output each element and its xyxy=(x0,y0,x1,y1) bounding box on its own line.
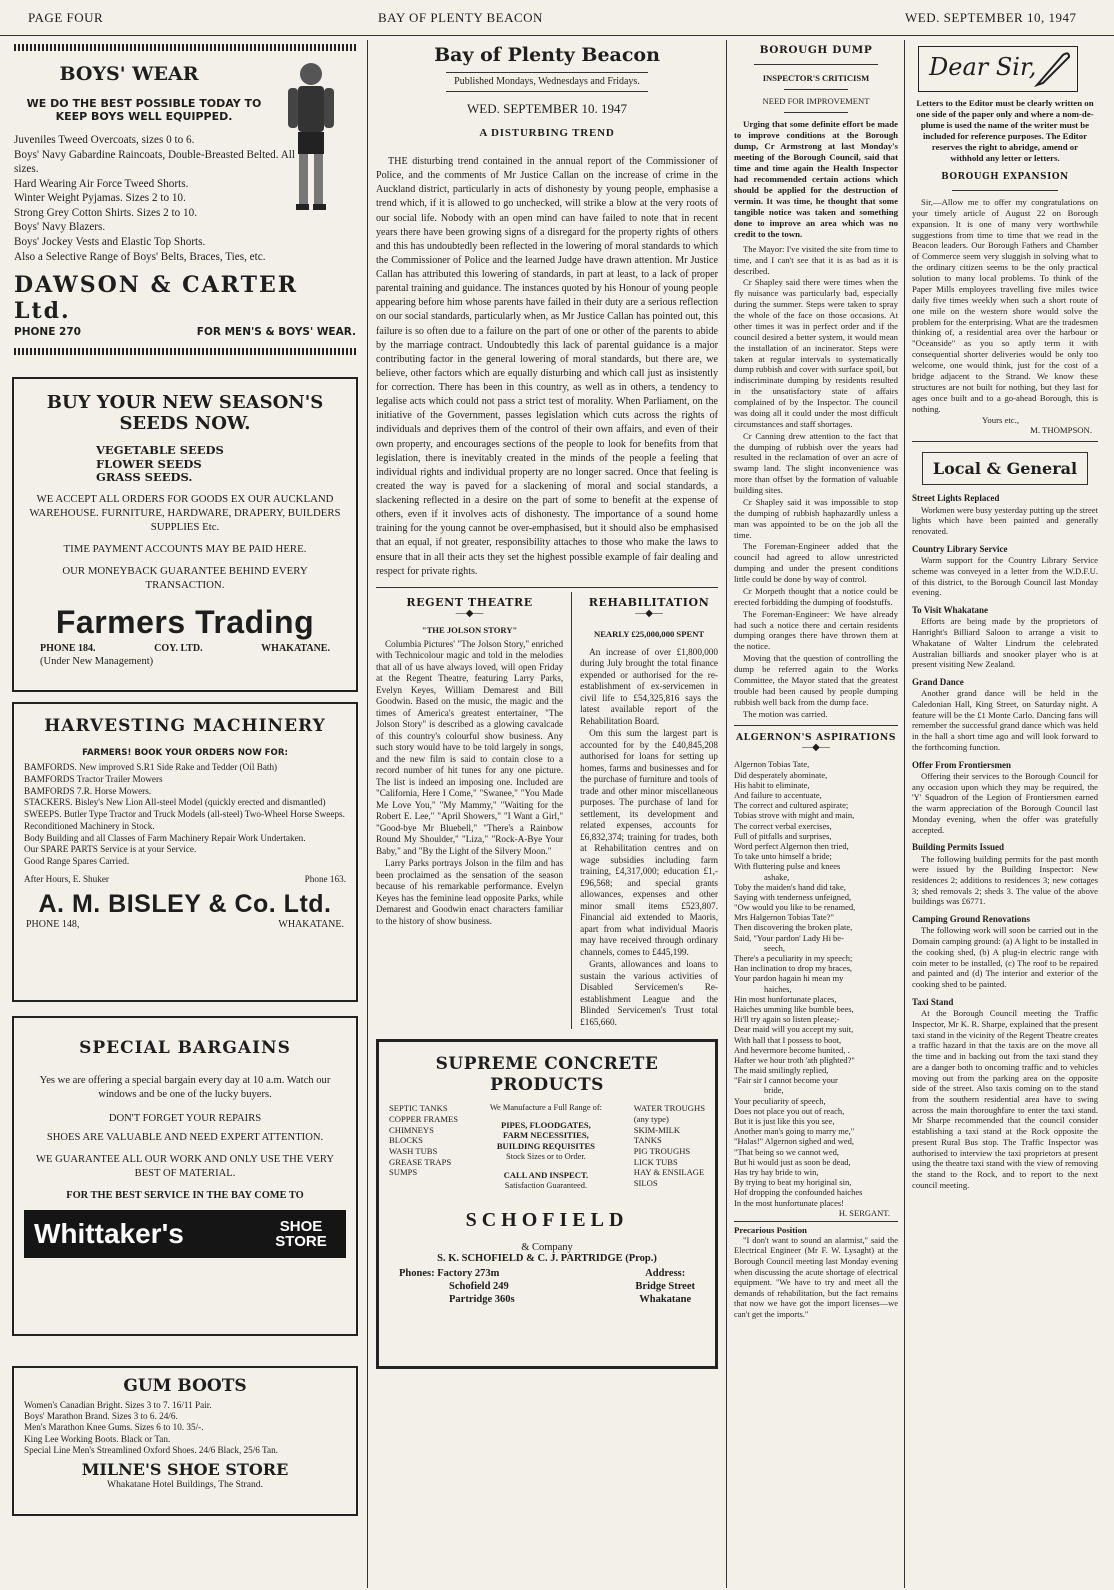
harvest-line: STACKERS. Bisley's New Lion All-steel Model (quickly erected and dismantled) xyxy=(24,797,326,808)
verse-line: His habit to eliminate, xyxy=(734,779,810,790)
masthead-pub: Published Mondays, Wednesdays and Fridays. xyxy=(454,76,640,87)
local-item-text: Offering their services to the Borough Council for any occasion upon which they may be required, the 'Y' Squadron of the Legion of Frontiersmen earned the warm appreciation of the Borough Council last Monday evening, when the offer was gratefully accepted. xyxy=(912,770,1098,835)
rehab-sub: NEARLY £25,000,000 SPENT xyxy=(593,628,705,639)
dump-paragraph: The Mayor: I've visited the site from time to time, and I can't see that it is as bad as it is described. xyxy=(734,243,898,276)
ads-column xyxy=(12,40,358,1585)
concrete-item: SEPTIC TANKS xyxy=(389,1103,448,1114)
milnes-ad xyxy=(12,1366,358,1516)
schofield-phone-3: Partridge 360s xyxy=(449,1293,515,1305)
boys-wear-item: Also a Selective Range of Boys' Belts, Braces, Ties, etc. xyxy=(14,250,266,263)
dump-lead xyxy=(734,119,898,240)
seed-kinds xyxy=(24,444,346,484)
boys-wear-item: Boys' Navy Gabardine Raincoats, Double-Breasted Belted. All sizes. xyxy=(14,148,296,176)
verse-line: Tobias strove with might and main, xyxy=(734,810,855,821)
precarious-body xyxy=(734,1235,898,1320)
bargains-repairs: DON'T FORGET YOUR REPAIRS xyxy=(108,1112,262,1124)
verse-line: In the most hunfortunate places! xyxy=(734,1197,844,1208)
rehab-paragraph: An increase of over £1,800,000 during July brought the total finance expended or authorised for the re-establishment of ex-servicemen in civil life to £54,325,816 says the latest available report of the Rehabilitation Board. xyxy=(580,646,718,726)
milnes-firm: MILNE'S SHOE STORE xyxy=(81,1460,289,1480)
letter-author: M. THOMPSON. xyxy=(1030,425,1092,436)
dump-paragraph: The Foreman-Engineer: We have already had such a notice there and certain residents dumping oranges there have thrown them at the notice. xyxy=(734,608,898,652)
decorative-border xyxy=(14,44,356,51)
boys-wear-tagline: WE DO THE BEST POSSIBLE TODAY TO KEEP BOYS WELL EQUIPPED. xyxy=(26,97,262,123)
harvest-line: Good Range Spares Carried. xyxy=(24,856,130,867)
local-item-heading: Taxi Stand xyxy=(912,996,954,1007)
rehab-paragraph: Om this sum the largest part is accounted for by the £40,845,208 authorised for loans for setting up homes, farms and businesses and for the purchase of furniture and tools of trade and other minor miscellaneous purposes. The purchase of land for settlement, its development and related expenses, accounts for £6,832,374; training for trades, both at Rehabilitation centres and on wage subsidies including farm training, £4,317,000; education £1,-£96,568; and special grants allowances, expenses and other minor small items £523,807. Financial aid extended to Maoris, apart from what individual Maoris may have received through ordinary channels, comes to £445,199. xyxy=(580,728,718,957)
farmers-town: WHAKATANE. xyxy=(261,643,330,655)
verse-line: The maid smilingly replied, xyxy=(734,1065,829,1076)
rehab-paragraph: Grants, allowances and loans to sustain the various activities of Disabled Servicemen's Re-establishment League and the Blinded Servicemen's Trust total £165,660. xyxy=(580,959,718,1027)
letters-column xyxy=(912,40,1098,1585)
verse-line: Hin most hunfortunate places, xyxy=(734,993,837,1004)
verse-line: Said, "Your pardon' Lady Hi be- xyxy=(734,932,844,943)
dump-paragraph: Cr Canning drew attention to the fact that the dumping of rubbish over the years had resulted in the reclamation of over an acre of swamp land. The slight inconvenience was more than offset by the formation of valuable building sites. xyxy=(734,430,898,496)
boys-wear-item: Boys' Jockey Vests and Elastic Top Shorts. xyxy=(14,235,206,248)
harvest-lines xyxy=(24,762,346,868)
precarious-title: Precarious Position xyxy=(734,1224,807,1235)
dear-sir-logo xyxy=(918,46,1078,92)
harvest-line: BAMFORDS Tractor Trailer Mowers xyxy=(24,773,163,784)
concrete-ad xyxy=(376,1039,718,1369)
dear-sir-text: Dear Sir, xyxy=(929,53,1037,81)
verse-line: Hafter we hour troth 'ath plighted?" xyxy=(734,1054,855,1065)
bisley-firm: A. M. BISLEY & Co. Ltd. xyxy=(38,889,332,918)
bargains-offer: Yes we are offering a special bargain every day at 10 a.m. Watch our windows and be one of the lucky buyers. xyxy=(39,1075,331,1100)
verse-line: Then discovering the broken plate, xyxy=(734,922,853,933)
dawson-carter-slogan: FOR MEN'S & BOYS' WEAR. xyxy=(196,326,356,339)
regent-article xyxy=(376,592,563,1030)
verse-line: Another man's going to marry me," xyxy=(734,1126,855,1137)
local-item-text: Workmen were busy yesterday putting up the street lights which have been painted and generally renovated. xyxy=(912,504,1098,537)
local-item-text: Warm support for the Country Library Service scheme was conveyed in a letter from the W.D.F.U. of this district, to the Borough Council last Monday evening. xyxy=(912,555,1098,598)
schofield-phone-factory: Phones: Factory 273m xyxy=(399,1268,500,1280)
verse-line: seech, xyxy=(764,942,786,953)
boys-wear-ad xyxy=(12,44,358,357)
verse-line: Your peculiarity of speech, xyxy=(734,1095,826,1106)
concrete-item: LICK TUBS xyxy=(633,1156,678,1167)
dump-paragraph: Cr Morpeth thought that a notice could be erected forbidding the dumping of foodstuffs. xyxy=(734,585,898,607)
boys-wear-item: Winter Weight Pyjamas. Sizes 2 to 10. xyxy=(14,192,186,205)
letter-title: BOROUGH EXPANSION xyxy=(941,171,1069,182)
whittakers-ad xyxy=(12,1016,358,1336)
verse-line: ashake, xyxy=(764,871,790,882)
bisley-town: WHAKATANE. xyxy=(278,918,344,930)
local-item-text: Efforts are being made by the proprietors of Hanright's Billiard Saloon to arrange a visit to Whakatane of Walter Lindrum the celebrated Australian billiards and snooker player who is at present visiting New Zealand. xyxy=(912,616,1098,670)
gum-item: Special Line Men's Streamlined Oxford Shoes. 24/6 Black, 25/6 Tan. xyxy=(24,1444,278,1455)
local-item-heading: Grand Dance xyxy=(912,676,964,687)
milnes-address: Whakatane Hotel Buildings, The Strand. xyxy=(107,1479,263,1491)
verse-line: "Ow would you like to be renamed, xyxy=(734,902,856,913)
verse-line: Hof dropping the confounded haiches xyxy=(734,1187,863,1198)
dump-sub2: NEED FOR IMPROVEMENT xyxy=(762,96,870,106)
local-item-text: At the Borough Council meeting the Traffic Inspector, Mr K. R. Sharpe, explained that the present taxi stand in the vicinity of the Regent Theatre creates a traffic hazard in that the taxis are on the move all the time and in backing out from the taxi stand they are a danger both to oncoming traffic and to vehicles moving out from the parking area on the opposite side of the street. Also taxis coming on to the stand from the southern residential area have to swing across the main thoroughfare to enter the taxi stand. Mr Sharpe recommended that the council consider establishing a taxi stand at the Rock opposite the present Rural Bus stop. The Traffic Inspector was authorised to interview the taxi proprietors at present using the theatre taxi stand with the view of removing the stand to the Rock, and to report to the next council meeting. xyxy=(912,1008,1098,1190)
verse-line: Your pardon hagain hi mean my xyxy=(734,973,844,984)
boys-wear-title: BOYS' WEAR xyxy=(59,63,199,85)
verse-line: Does not place you out of reach, xyxy=(734,1105,845,1116)
verse-line: With fluttering pulse and knees xyxy=(734,861,841,872)
seeds-title: BUY YOUR NEW SEASON'S SEEDS NOW. xyxy=(46,392,324,434)
bisley-ad xyxy=(12,702,358,1002)
farmers-trading-ad xyxy=(12,377,358,692)
schofield-firm: SCHOFIELD xyxy=(465,1209,629,1232)
local-item-heading: To Visit Whakatane xyxy=(912,605,989,616)
concrete-title: SUPREME CONCRETE PRODUCTS xyxy=(435,1054,659,1095)
gum-title: GUM BOOTS xyxy=(123,1376,247,1396)
verse-line: By trying to beat my horiginal sin, xyxy=(734,1177,852,1188)
dump-paragraph: Cr Shapley said it was impossible to stop the dumping of rubbish haphazardly unless a man was appointed to be on the job all the time. xyxy=(734,496,898,540)
boys-wear-item: Boys' Navy Blazers. xyxy=(14,221,106,234)
boys-wear-item: Hard Wearing Air Force Tweed Shorts. xyxy=(14,177,189,190)
concrete-item: (any type) xyxy=(633,1113,669,1124)
verse-line: Full of pitfalls and surprises, xyxy=(734,830,832,841)
concrete-list-right xyxy=(634,1103,705,1191)
verse-line: The correct and cultured aspirate; xyxy=(734,800,849,811)
whittakers-banner xyxy=(24,1210,346,1258)
concrete-item: COPPER FRAMES xyxy=(389,1113,459,1124)
schofield-address-2: Whakatane xyxy=(639,1293,692,1305)
bargains-title: SPECIAL BARGAINS xyxy=(79,1038,291,1058)
farmers-trading-firm: Farmers Trading xyxy=(55,604,315,641)
verse-line: "That being so we cannot wed, xyxy=(734,1146,839,1157)
concrete-item: WASH TUBS xyxy=(389,1145,438,1156)
gum-item: Boys' Marathon Brand. Sizes 3 to 6. 24/6. xyxy=(24,1411,178,1422)
rehab-article xyxy=(580,592,718,1030)
page-header xyxy=(0,0,1114,36)
verse-line: There's a peculiarity in my speech; xyxy=(734,953,853,964)
masthead-date: WED. SEPTEMBER 10. 1947 xyxy=(467,101,627,116)
boy-illustration-icon xyxy=(276,58,346,218)
farmers-phone: PHONE 184. xyxy=(40,643,96,655)
page-date: WED. SEPTEMBER 10, 1947 xyxy=(905,10,1077,25)
schofield-owners: S. K. SCHOFIELD & C. J. PARTRIDGE (Prop.) xyxy=(437,1253,657,1265)
verse-line: Hi'll try again so listen please;- xyxy=(734,1014,840,1025)
borough-column xyxy=(734,40,898,1585)
column-rule xyxy=(726,40,727,1588)
masthead-title: Bay of Plenty Beacon xyxy=(434,44,660,66)
verse-line: "Halas!" Algernon sighed and wed, xyxy=(734,1136,855,1147)
concrete-intro: We Manufacture a Full Range of: xyxy=(489,1103,602,1113)
dump-lead-paragraph: Urging that some definite effort be made to improve conditions at the Borough dump, Cr Armstrong at last Monday's meeting of the Borough Council, said that time and time again the Health Inspector had recommended certain actions which should be applied for the destruction of vermin. It was time, he thought that some tangible notice was taken and something done to improve an area which was no credit to the town. xyxy=(734,119,898,239)
concrete-note: Stock Sizes or to Order. xyxy=(505,1151,586,1161)
dump-paragraph: Moving that the question of controlling the dump be referred again to the Works Committee, the Mayor stated that the greatest trouble had been caused by people dumping rubbish well back from the dump face. xyxy=(734,653,898,707)
seed-kind: VEGETABLE SEEDS xyxy=(96,443,224,458)
quill-pen-icon xyxy=(1033,49,1073,89)
verse-line: Has try hay bride to win, xyxy=(734,1166,819,1177)
verse-line: Dear maid will you accept my suit, xyxy=(734,1024,854,1035)
whittakers-store: SHOE STORE xyxy=(275,1218,327,1251)
verse-line: The correct verbal exercises, xyxy=(734,820,832,831)
precarious-paragraph: "I don't want to sound an alarmist," said the Electrical Engineer (Mr F. W. Lysaght) at the Borough Council meeting last Monday evening when discussing the acute shortage of electrical equipment. "We have to try and meet all the demands of rehabilitation, but the fact remains that now we have got the import licenses—we can't get the imports." xyxy=(734,1234,898,1320)
local-item-text: Another grand dance will be held in the Caledonian Hall, King Street, on Saturday night. A feature will be the £1 Monte Carlo. Dancing fans will remember the successful grand dance which was held in the hall a short time ago and will look forward to the forthcoming function. xyxy=(912,688,1098,752)
dump-paragraph: Cr Shapley said there were times when the fly nuisance was particularly bad, especially during the summer. Steps were taken to spray the whole of the face on those occasions. At other times it was in perfect order and if the council desired a better system, it would mean the installation of an incinerator. Steps were taken at regular intervals to systematically dump rubbish and cover with surface spoil, but indiscriminate dumping by residents resulted in the unsatisfactory state of affairs complained of by the Inspector. The council was doing all it could under the most difficult circumstances and staff shortages. xyxy=(734,277,898,429)
gum-item: Women's Canadian Bright. Sizes 3 to 7. 16/11 Pair. xyxy=(24,1400,212,1410)
local-items xyxy=(912,493,1098,1190)
concrete-item: SKIM-MILK xyxy=(633,1124,681,1135)
verse-line: To take unto himself a bride; xyxy=(734,851,832,862)
farmers-management: (Under New Management) xyxy=(40,656,154,668)
local-item-text: The following work will soon be carried out in the Domain camping ground: (a) A light to be installed in the cooking shed, (b) A plug-in electric range with coin meter to be installed, (c) The roof to be repaired and painted and (d) The interior and exterior of the cooking shed to be painted. xyxy=(912,925,1098,990)
verse-line: With hall that I possess to boot, xyxy=(734,1034,842,1045)
concrete-satisfaction: Satisfaction Guaranteed. xyxy=(504,1180,588,1190)
column-rule xyxy=(367,40,368,1588)
harvest-line: BAMFORDS 7.R. Horse Mowers. xyxy=(24,785,152,796)
local-item-heading: Camping Ground Renovations xyxy=(912,914,1030,925)
schofield-address-label: Address: xyxy=(645,1268,686,1280)
verse-line: And failure to accentuate, xyxy=(734,790,822,801)
after-hours: After Hours, E. Shuker xyxy=(24,873,109,884)
harvest-line: Our SPARE PARTS Service is at your Service. xyxy=(24,844,197,855)
harvest-line: SWEEPS. Butler Type Tractor and Truck Models (all-steel) Two-Wheel Horse Sweeps. xyxy=(24,809,345,820)
whittakers-firm: Whittaker's xyxy=(34,1218,184,1250)
regent-sub: "THE JOLSON STORY" xyxy=(421,624,518,635)
regent-title: REGENT THEATRE xyxy=(406,595,533,609)
algernon-author: H. SERGANT. xyxy=(838,1207,890,1218)
paper-name: BAY OF PLENTY BEACON xyxy=(378,10,543,25)
verse-line: Haiches umming like bumble bees, xyxy=(734,1003,854,1014)
dawson-carter-firm: DAWSON & CARTER Ltd. xyxy=(14,272,298,325)
seeds-orders: WE ACCEPT ALL ORDERS FOR GOODS EX OUR AUCKLAND WAREHOUSE. FURNITURE, HARDWARE, DRAPERY, BUILDERS SUPPLIES Etc. xyxy=(29,493,341,534)
verse-line: Mrs Halgernon Tobias Tate?" xyxy=(734,912,834,923)
ornament: —◆— xyxy=(802,742,830,754)
editorial-title: A DISTURBING TREND xyxy=(479,127,615,139)
concrete-item: HAY & ENSILAGE xyxy=(633,1167,705,1178)
letter-body xyxy=(912,197,1098,415)
column-rule xyxy=(904,40,905,1588)
rehab-title: REHABILITATION xyxy=(588,595,710,609)
schofield-address-1: Bridge Street xyxy=(635,1281,695,1293)
dump-paragraph: The motion was carried. xyxy=(743,708,828,719)
concrete-item: CHIMNEYS xyxy=(389,1124,434,1135)
verse-line: But hi would just as soon be dead, xyxy=(734,1156,851,1167)
local-item-heading: Street Lights Replaced xyxy=(912,493,1000,504)
letters-rules: Letters to the Editor must be clearly written on one side of the paper only and where a nom-de-plume is used the name of the writer must be included for reference purposes. The Editor reserves the right to abridge, amend or withhold any letter or letters. xyxy=(916,98,1094,163)
verse-line: Did desperately abominate, xyxy=(734,769,828,780)
bisley-phone: PHONE 148, xyxy=(26,918,80,930)
letter-paragraph: Sir,—Allow me to offer my congratulations on your timely article of August 22 on Borough expansion. It is one of many very worthwhile suggestions from time to time that we read in the Beacon leaders. Our Borough Fathers and Chamber of Commerce seem very sluggish in solving what to the ordinary citizen seems to be the only practical solution to many local problems. To think of the Paper Mills employees travelling five miles twice daily five times weekly when such a short route of one mile on the western shore would solve the problem for the enterprising. What are the tradesmen thinking of, a residential area over the harbour or "Oceanside" as you so aptly term it with consequential shorter deliveries would be only too welcome, one would think, just for the cost of a bridge adjacent to the Strand. We know these structures are not built for nothing, but they last for ages once built and to a go-ahead Borough, this is nothing. xyxy=(912,196,1098,414)
farmers-coy: COY. LTD. xyxy=(154,643,203,655)
dump-title: BOROUGH DUMP xyxy=(759,44,873,56)
concrete-mid-item: PIPES, FLOODGATES, xyxy=(500,1119,591,1130)
bargains-shoes: SHOES ARE VALUABLE AND NEED EXPERT ATTENTION. xyxy=(46,1132,324,1144)
verse-line: Algernon Tobias Tate, xyxy=(734,759,810,770)
schofield-company: & Company xyxy=(521,1242,573,1254)
concrete-item: BLOCKS xyxy=(389,1135,423,1146)
local-item-heading: Building Permits Issued xyxy=(912,842,1005,853)
page-number: PAGE FOUR xyxy=(28,10,104,25)
editorial-body xyxy=(376,155,718,579)
editorial-paragraph: THE disturbing trend contained in the annual report of the Commissioner of Police, and the comments of Mr Justice Callan on the increase of crime in the Auckland district, particularly in acts of dishonesty by young people, emphasise a trend which, if it is allowed to go unchecked, will strike a blow at the very roots of our social life. Nobody with an open mind can have failed to note that in recent years there have been growing signs of a disregard for the property rights of others and this has undoubtedly been reflected in the lowering of moral standards to which the Commissioner of Police and the learned Judge have drawn attention. Mr Justice Callan has attributed this lowering of standards, in part at least, to a lack of proper parental training and guidance. The instances quoted by his Honour of young people appearing before him whose parents have failed in their duty are a serious reflection on our social standards, particularly when, as Mr Justice Callan has pointed out, this failure is so often due to a failure on the part of one or other of the parents to abide by the marriage contract. Undoubtedly this lack of parental guidance is a major contributing factor in the general lowering of moral standards, but there are, we believe, other factors which are equally disturbing and which call just as insistently for correction. There has been in this country, as well as in others, a tendency to legalise acts which could not pass a strict test of morality. When Parliament, on the initiative of the Government, passes legislation which cuts across the rights of individuals and deprives them of the control of their own affairs, and even of their own property, and encourages sections of the people to look for benefits from that legislation, there is inevitably created in the minds of the people a feeling that individual rights and individual property are no longer sacred. Once that feeling is created the way is paved for a slackening of moral and social standards, a slackening reflected in a desire on the part of some to benefit at the expense of others, even if it involves acts of dishonesty. The importance of a sound home training for the young cannot be over-emphasised, but it should also be emphasised that an equal, if not greater, responsibility attaches to those who make the laws to ensure that in all their acts they set the highest possible example of fair dealing and respect for private rights. xyxy=(376,156,718,577)
dump-body xyxy=(734,244,898,720)
seed-kind: GRASS SEEDS. xyxy=(96,469,193,484)
verse-line: But it is just like this you see, xyxy=(734,1116,835,1127)
seeds-guarantee: OUR MONEYBACK GUARANTEE BEHIND EVERY TRANSACTION. xyxy=(62,565,308,592)
concrete-item: SILOS xyxy=(633,1178,658,1189)
concrete-mid-list xyxy=(486,1120,606,1152)
decorative-border xyxy=(14,348,356,355)
letter-close: Yours etc., xyxy=(982,415,1020,426)
boys-wear-item: Juveniles Tweed Overcoats, sizes 0 to 6. xyxy=(14,134,195,146)
local-item-text: The following building permits for the past month were issued by the Building Inspector: New residences 2; additions to residences 3; new cottages 3; shed removals 2; sheds 3. The value of the above buildings was £6771. xyxy=(912,853,1098,907)
concrete-mid-item: BUILDING REQUISITES xyxy=(496,1141,595,1151)
verse-line: bride, xyxy=(764,1085,784,1096)
dawson-carter-phone: PHONE 270 xyxy=(14,326,81,339)
concrete-mid-item: FARM NECESSITIES, xyxy=(502,1130,589,1141)
concrete-item: SUMPS xyxy=(389,1167,418,1178)
verse-line: "Fair sir I cannot become your xyxy=(734,1075,838,1086)
regent-paragraph: Columbia Pictures' "The Jolson Story," enriched with Technicolour magic and told in the melodies that all of us have always loved, will open Friday at the Regent Theatre, featuring Larry Parks, Evelyn Keyes, William Demarest and Bill Goodwin. Based on the music, the magic and the times of America's greatest entertainer, "The Jolson Story" is described as a glowing cavalcade of this country's colourful show business. Any such story would have to be told largely in songs, and the new film is said to contain close to a record number of hit tunes for any one picture. The list is indeed an imposing one. Included are "California, Here I Come," "Swanee," "You Made Me Love You," "My Mammy," "Waiting for the Robert E. Lee," "April Showers," "I Want a Girl," "Good-bye Mr Bluebell," "There's a Rainbow Round My Shoulder," "Liza," "Rock-A-Bye Your Baby," and "By the Light of the Silvery Moon." xyxy=(376,638,564,856)
verse-line: haiches, xyxy=(764,983,792,994)
concrete-call: CALL AND INSPECT. xyxy=(503,1170,589,1181)
harvest-line: Reconditioned Machinery in Stock. xyxy=(24,820,155,831)
verse-line: Toby the maiden's hand did take, xyxy=(734,881,846,892)
seeds-time-payment: TIME PAYMENT ACCOUNTS MAY BE PAID HERE. xyxy=(63,543,307,556)
local-general-title: Local & General xyxy=(922,452,1088,485)
bargains-come: FOR THE BEST SERVICE IN THE BAY COME TO xyxy=(66,1189,304,1201)
regent-paragraph: Larry Parks portrays Jolson in the film and has been proclaimed as the sensation of the season because of his remarkable performance. Evelyn Keyes has the feminine lead opposite Parks, while Demarest and Goodwin enact characters familiar to the history of show business. xyxy=(376,858,564,926)
boys-wear-items xyxy=(14,133,314,264)
harvest-line: Body Building and all Classes of Farm Machinery Repair Work Undertaken. xyxy=(24,832,306,843)
harvest-call: FARMERS! BOOK YOUR ORDERS NOW FOR: xyxy=(82,748,288,758)
local-item-heading: Offer From Frontiersmen xyxy=(912,759,1011,770)
ornament: —◆— xyxy=(635,607,663,619)
verse-line: Han inclination to drop my braces, xyxy=(734,963,853,974)
concrete-list-left xyxy=(389,1103,458,1191)
after-hours-phone: Phone 163. xyxy=(304,873,346,884)
harvest-title: HARVESTING MACHINERY xyxy=(44,716,326,736)
algernon-verse xyxy=(734,759,898,1207)
concrete-item: GREASE TRAPS xyxy=(389,1156,452,1167)
dump-sub1: INSPECTOR'S CRITICISM xyxy=(762,73,870,83)
editorial-column xyxy=(376,40,718,1585)
harvest-line: BAMFORDS. New improved S.R1 Side Rake and Tedder (Oil Bath) xyxy=(24,762,278,772)
gum-item: Men's Marathon Knee Gums. Sizes 6 to 10. 35/-. xyxy=(24,1422,204,1433)
bargains-guarantee: WE GUARANTEE ALL OUR WORK AND ONLY USE THE VERY BEST OF MATERIAL. xyxy=(35,1154,334,1179)
boys-wear-item: Strong Grey Cotton Shirts. Sizes 2 to 10. xyxy=(14,206,198,219)
verse-line: And hevermore become hunited, . xyxy=(734,1044,850,1055)
dump-paragraph: The Foreman-Engineer added that the council had agreed to allow unrestricted dumping and under the present conditions little could be done by way of control. xyxy=(734,541,898,585)
verse-line: Saying with tenderness unfeigned, xyxy=(734,891,852,902)
ornament: —◆— xyxy=(455,607,484,619)
algernon-title: ALGERNON'S ASPIRATIONS xyxy=(735,732,897,744)
seed-kind: FLOWER SEEDS xyxy=(96,456,202,471)
schofield-phone-2: Schofield 249 xyxy=(449,1281,509,1293)
concrete-item: WATER TROUGHS xyxy=(633,1103,705,1114)
gum-item: King Lee Working Boots. Black or Tan. xyxy=(24,1433,171,1444)
concrete-item: TANKS xyxy=(633,1135,662,1146)
concrete-item: PIG TROUGHS xyxy=(633,1145,691,1156)
gum-items xyxy=(24,1400,346,1456)
local-item-heading: Country Library Service xyxy=(912,543,1008,554)
verse-line: Word perfect Algernon then tried, xyxy=(734,840,849,851)
